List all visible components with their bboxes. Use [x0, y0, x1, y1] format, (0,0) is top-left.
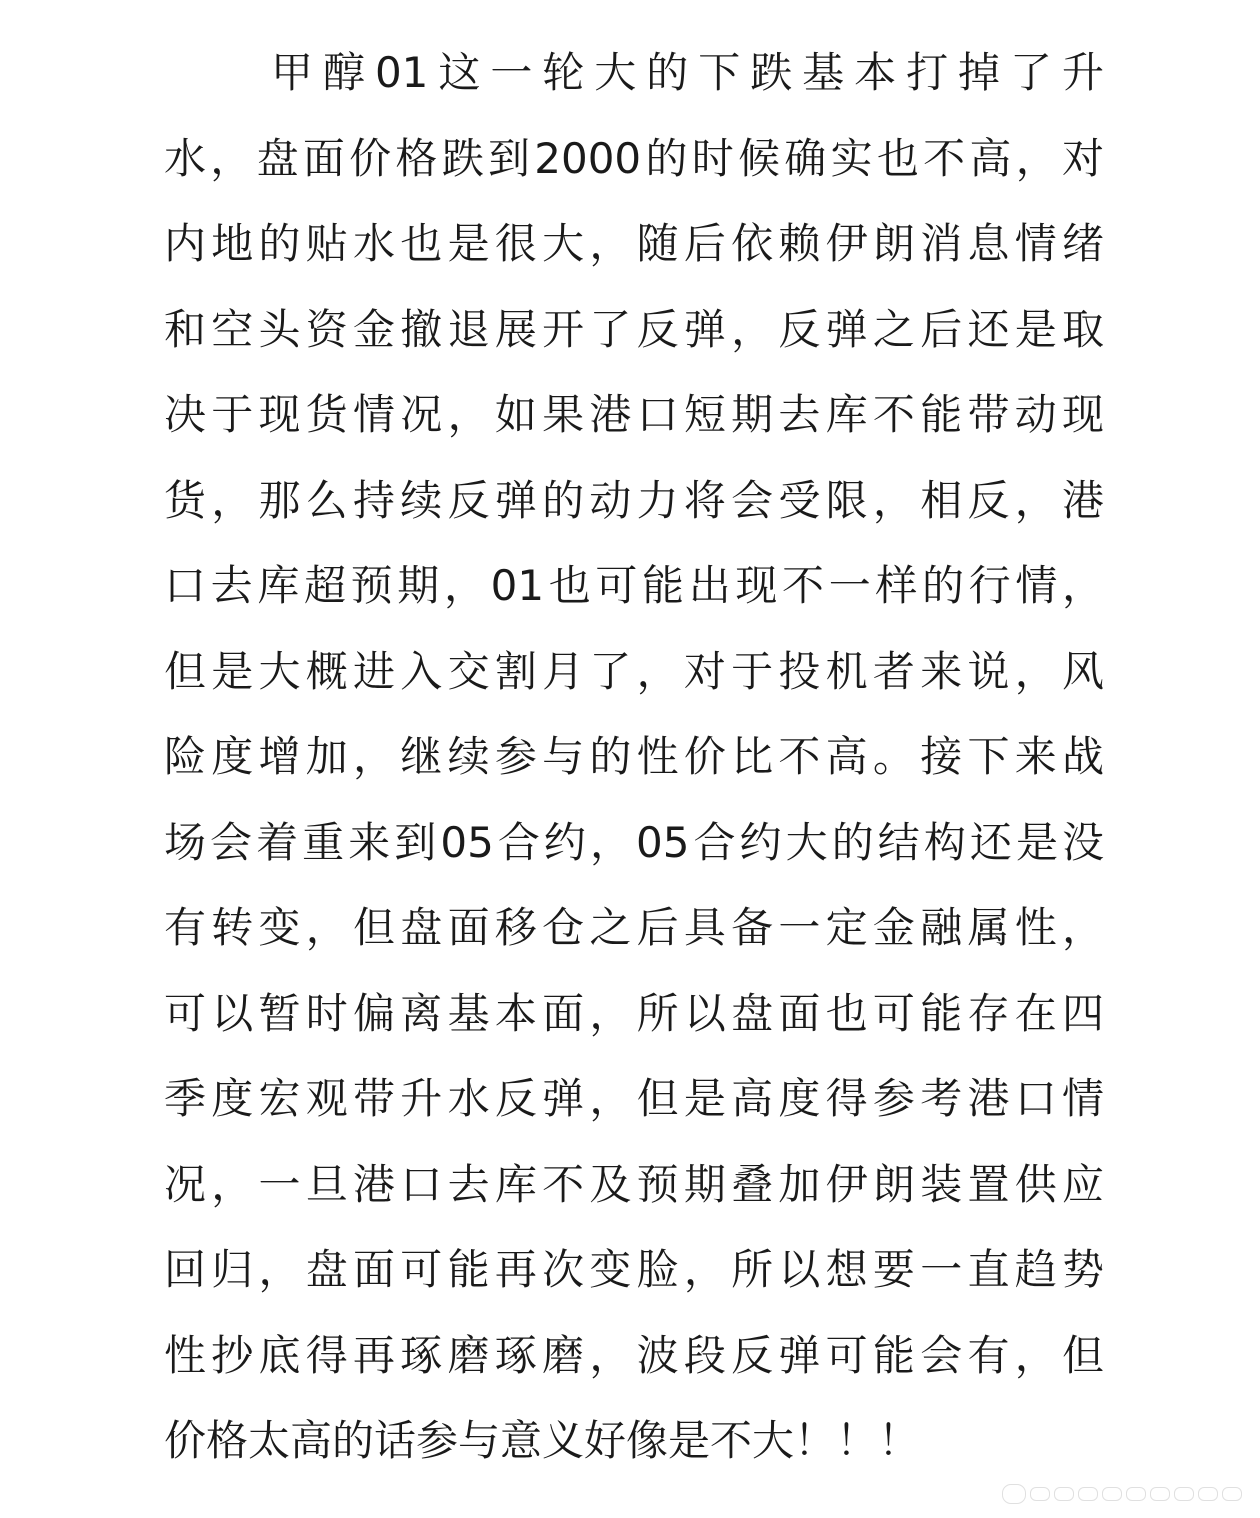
watermark-dot-icon	[1198, 1487, 1218, 1501]
article-line: 货，那么持续反弹的动力将会受限，相反，港	[164, 475, 1104, 525]
article-line: 和空头资金撤退展开了反弹，反弹之后还是取	[164, 304, 1104, 354]
article-line: 口去库超预期，01也可能出现不一样的行情，	[164, 561, 1104, 610]
watermark-dot-icon	[1030, 1487, 1050, 1501]
article-line: 价格太高的话参与意义好像是不大！！！	[164, 1416, 921, 1465]
article-line: 性抄底得再琢磨琢磨，波段反弹可能会有，但	[164, 1330, 1104, 1380]
article-line: 决于现货情况，如果港口短期去库不能带动现	[164, 390, 1104, 439]
watermark-dot-icon	[1078, 1487, 1098, 1501]
article-line: 甲醇01这一轮大的下跌基本打掉了升	[271, 48, 1104, 97]
image-watermark-icon	[1002, 1484, 1242, 1504]
article-line: 况，一旦港口去库不及预期叠加伊朗装置供应	[164, 1159, 1104, 1209]
watermark-dot-icon	[1222, 1487, 1242, 1501]
watermark-dot-icon	[1054, 1487, 1074, 1501]
article-line: 回归，盘面可能再次变脸，所以想要一直趋势	[164, 1245, 1104, 1294]
article-line: 但是大概进入交割月了，对于投机者来说，风	[164, 646, 1104, 696]
article-line: 场会着重来到05合约，05合约大的结构还是没	[164, 817, 1104, 867]
article-line: 水，盘面价格跌到2000的时候确实也不高，对	[164, 133, 1104, 183]
article-line: 有转变，但盘面移仓之后具备一定金融属性，	[164, 903, 1104, 952]
watermark-dot-icon	[1102, 1487, 1122, 1501]
watermark-dot-icon	[1150, 1487, 1170, 1501]
watermark-dot-icon	[1002, 1484, 1026, 1504]
watermark-dot-icon	[1126, 1487, 1146, 1501]
article-line: 可以暂时偏离基本面，所以盘面也可能存在四	[164, 988, 1104, 1038]
article-body	[164, 30, 1104, 1484]
article-line: 季度宏观带升水反弹，但是高度得参考港口情	[164, 1074, 1104, 1123]
article-line: 险度增加，继续参与的性价比不高。接下来战	[164, 732, 1104, 781]
watermark-dot-icon	[1174, 1487, 1194, 1501]
article-line: 内地的贴水也是很大，随后依赖伊朗消息情绪	[164, 219, 1104, 268]
